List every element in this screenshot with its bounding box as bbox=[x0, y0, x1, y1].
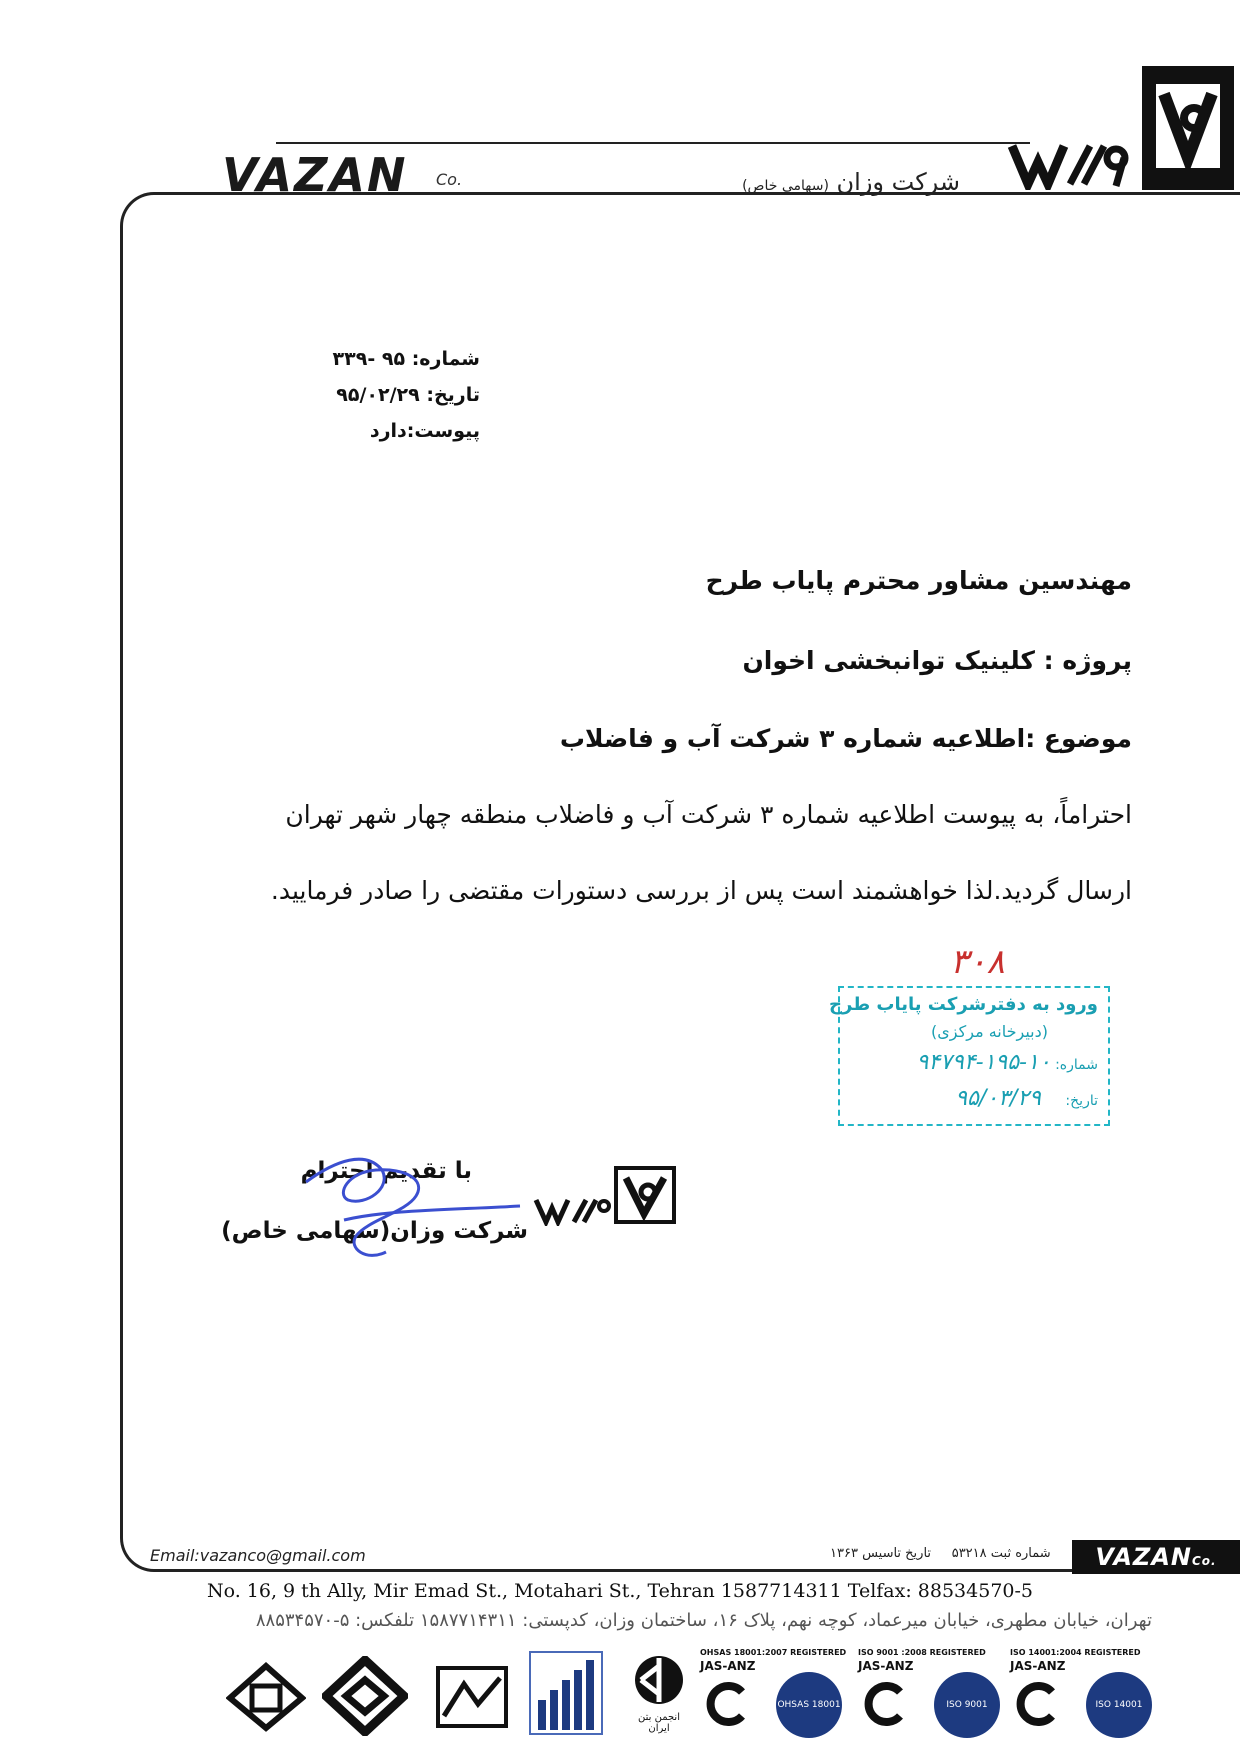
signatory-line: شرکت وزان(سهامی خاص) bbox=[221, 1218, 528, 1244]
subject-line: موضوع :اطلاعیه شماره ۳ شرکت آب و فاضلاب bbox=[559, 724, 1132, 753]
received-stamp bbox=[829, 986, 1110, 1126]
footer-logo-co: Co. bbox=[1191, 1554, 1217, 1568]
footer-logo-text: VAZAN bbox=[1095, 1543, 1192, 1571]
ref-attachment bbox=[370, 420, 480, 442]
cert-ohsas-mark: JAS-ANZ bbox=[700, 1659, 756, 1673]
footer-logo bbox=[1072, 1540, 1240, 1574]
stamp-line-1: ورود به دفترشرکت پایاب طرح bbox=[829, 994, 1098, 1015]
handwritten-number: ۳۰۸ bbox=[950, 942, 1005, 982]
vazan-wordmark: VAZAN bbox=[222, 148, 408, 202]
concrete-association-label: انجمن بتن ایران bbox=[637, 1712, 680, 1734]
cert-ohsas-title: OHSAS 18001:2007 REGISTERED bbox=[700, 1648, 847, 1657]
ref-date-label: تاریخ: bbox=[426, 384, 480, 406]
ref-number-value: ۹۵ -۳۳۹ bbox=[332, 348, 406, 370]
ohsas-badge-icon: OHSAS 18001 bbox=[776, 1672, 842, 1738]
cert-iso9001-title: ISO 9001 :2008 REGISTERED bbox=[858, 1648, 986, 1657]
iso9001-badge-icon: ISO 9001 bbox=[934, 1672, 1000, 1738]
stamp-date-value: ۹۵/۰۳/۲۹ bbox=[955, 1086, 1041, 1111]
association-logo-1-icon bbox=[226, 1662, 306, 1732]
iso14001-badge-icon: ISO 14001 bbox=[1086, 1672, 1152, 1738]
address-english: No. 16, 9 th Ally, Mir Emad St., Motahari St., Tehran 1587714311 Telfax: 88534570-5 bbox=[206, 1580, 1034, 1602]
cert-iso9001 bbox=[858, 1648, 1008, 1748]
stamp-date bbox=[955, 1086, 1098, 1111]
body-line-1: احتراماً، به پیوست اطلاعیه شماره ۳ شرکت آب و فاضلاب منطقه چهار شهر تهران bbox=[285, 800, 1132, 829]
jas-anz-c-icon bbox=[862, 1682, 906, 1726]
addressee: مهندسین مشاور محترم پایاب طرح bbox=[705, 566, 1132, 595]
address-persian: تهران، خیابان مطهری، خیابان میرعماد، کوچه نهم، پلاک ۱۶، ساختمان وزان، کدپستی: ۱۵۸۷۷۱۴۳۱۱ تلفکس: ۵-۸۸۵۳۴۵۷۰ bbox=[255, 1610, 1152, 1631]
ref-date-value: ۹۵/۰۲/۲۹ bbox=[336, 384, 420, 406]
vazan-wordmark-co: Co. bbox=[436, 170, 463, 189]
jas-anz-c-icon bbox=[1014, 1682, 1058, 1726]
ref-number-label: شماره: bbox=[411, 348, 480, 370]
founded-date: تاریخ تاسیس ۱۳۶۳ bbox=[830, 1546, 932, 1561]
header-rule bbox=[276, 142, 1030, 144]
jas-anz-c-icon bbox=[704, 1682, 748, 1726]
project-line: پروژه : کلینیک توانبخشی اخوان bbox=[742, 646, 1132, 675]
signature-stamp-logo-icon bbox=[614, 1166, 676, 1224]
signature-icon bbox=[296, 1140, 526, 1270]
concrete-association-logo-icon bbox=[631, 1652, 687, 1708]
ref-date bbox=[336, 384, 480, 406]
registration-number: شماره ثبت ۵۳۲۱۸ bbox=[951, 1546, 1051, 1561]
footer-registration bbox=[830, 1546, 1051, 1561]
association-logo-2-icon bbox=[322, 1656, 408, 1736]
vazan-logo-icon bbox=[1142, 66, 1234, 190]
stamp-number-label: شماره: bbox=[1055, 1057, 1098, 1073]
footer-email[interactable]: Email:vazanco@gmail.com bbox=[150, 1546, 366, 1565]
association-logo-3-icon bbox=[434, 1664, 510, 1730]
body-line-2: ارسال گردید.لذا خواهشمند است پس از بررسی دستورات مقتضی را صادر فرمایید. bbox=[270, 876, 1132, 905]
signature-stamp-wordmark-icon bbox=[532, 1196, 612, 1226]
cert-iso14001-title: ISO 14001:2004 REGISTERED bbox=[1010, 1648, 1141, 1657]
ref-attachment-label: پیوست: bbox=[406, 420, 480, 442]
ref-number bbox=[333, 348, 480, 370]
stamp-date-label: تاریخ: bbox=[1065, 1093, 1098, 1109]
stamp-number-value: ۱۰-۱۹۵-۹۴۷۹۴ bbox=[916, 1050, 1051, 1075]
ref-attachment-value: دارد bbox=[369, 420, 407, 442]
company-type: (سهامی خاص) bbox=[742, 178, 829, 194]
association-logo-4-icon bbox=[528, 1650, 604, 1736]
stamp-number bbox=[917, 1050, 1098, 1075]
cert-iso9001-mark: JAS-ANZ bbox=[858, 1659, 914, 1673]
closing-line: با تقدیم احترام bbox=[300, 1158, 472, 1184]
cert-ohsas bbox=[700, 1648, 850, 1748]
cert-iso14001 bbox=[1010, 1648, 1160, 1748]
company-name: شرکت وزان bbox=[836, 168, 960, 196]
stamp-line-2: (دبیرخانه مرکزی) bbox=[931, 1022, 1048, 1041]
concrete-association bbox=[626, 1652, 692, 1740]
cert-iso14001-mark: JAS-ANZ bbox=[1010, 1659, 1066, 1673]
vazan-persian-logo-icon bbox=[1004, 140, 1134, 190]
